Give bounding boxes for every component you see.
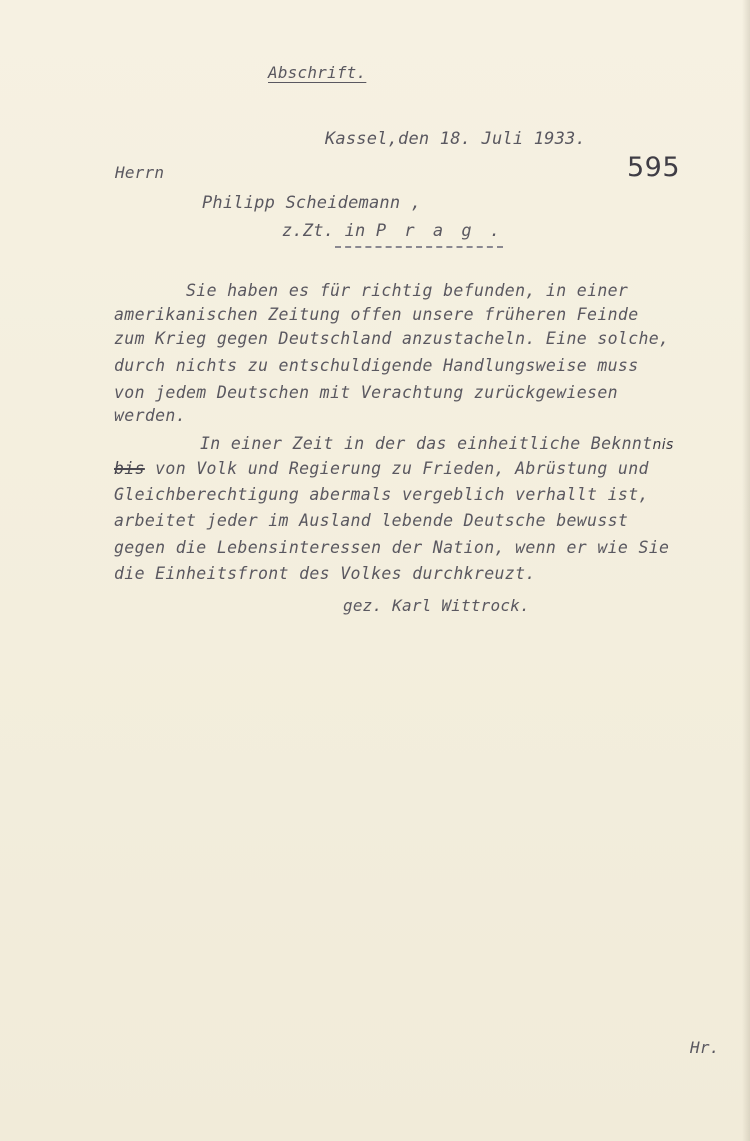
folio-number: 595	[627, 152, 681, 183]
body-line-3: zum Krieg gegen Deutschland anzustacheln. Eine solche,	[114, 329, 670, 348]
struck-text: bis	[114, 459, 145, 478]
recipient-name: Philipp Scheidemann ,	[202, 193, 422, 213]
document-heading: Abschrift.	[268, 63, 367, 82]
body-line-7	[200, 433, 674, 456]
body-line-9: Gleichberechtigung abermals vergeblich verhallt ist,	[114, 485, 649, 504]
handwritten-correction: nis	[652, 437, 674, 453]
body-line-8	[114, 458, 649, 480]
salutation: Herrn	[115, 163, 165, 182]
body-line-2: amerikanischen Zeitung offen unsere früheren Feinde	[114, 305, 639, 324]
letter-date: Kassel,den 18. Juli 1933.	[325, 129, 586, 149]
body-line-11: gegen die Lebensinteressen der Nation, wenn er wie Sie	[114, 538, 670, 557]
location-prefix: z.Zt. in	[282, 221, 366, 241]
body-line-7-text: In einer Zeit in der das einheitliche Beknnt	[200, 434, 653, 453]
body-line-12: die Einheitsfront des Volkes durchkreuzt.	[114, 564, 536, 583]
location-city: P r a g .	[375, 221, 505, 241]
body-line-6: werden.	[114, 406, 186, 425]
typist-initials: Hr.	[690, 1038, 720, 1057]
address-divider	[335, 246, 503, 248]
body-line-4: durch nichts zu entschuldigende Handlungsweise muss	[114, 356, 639, 375]
signature-line: gez. Karl Wittrock.	[343, 596, 530, 615]
body-line-8-text: von Volk und Regierung zu Frieden, Abrüstung und	[144, 459, 649, 478]
paper-edge-shadow	[742, 0, 750, 1141]
recipient-location	[282, 220, 504, 242]
body-line-1: Sie haben es für richtig befunden, in einer	[186, 281, 629, 300]
body-line-10: arbeitet jeder im Ausland lebende Deutsche bewusst	[114, 511, 629, 530]
body-line-5: von jedem Deutschen mit Verachtung zurückgewiesen	[114, 383, 618, 402]
